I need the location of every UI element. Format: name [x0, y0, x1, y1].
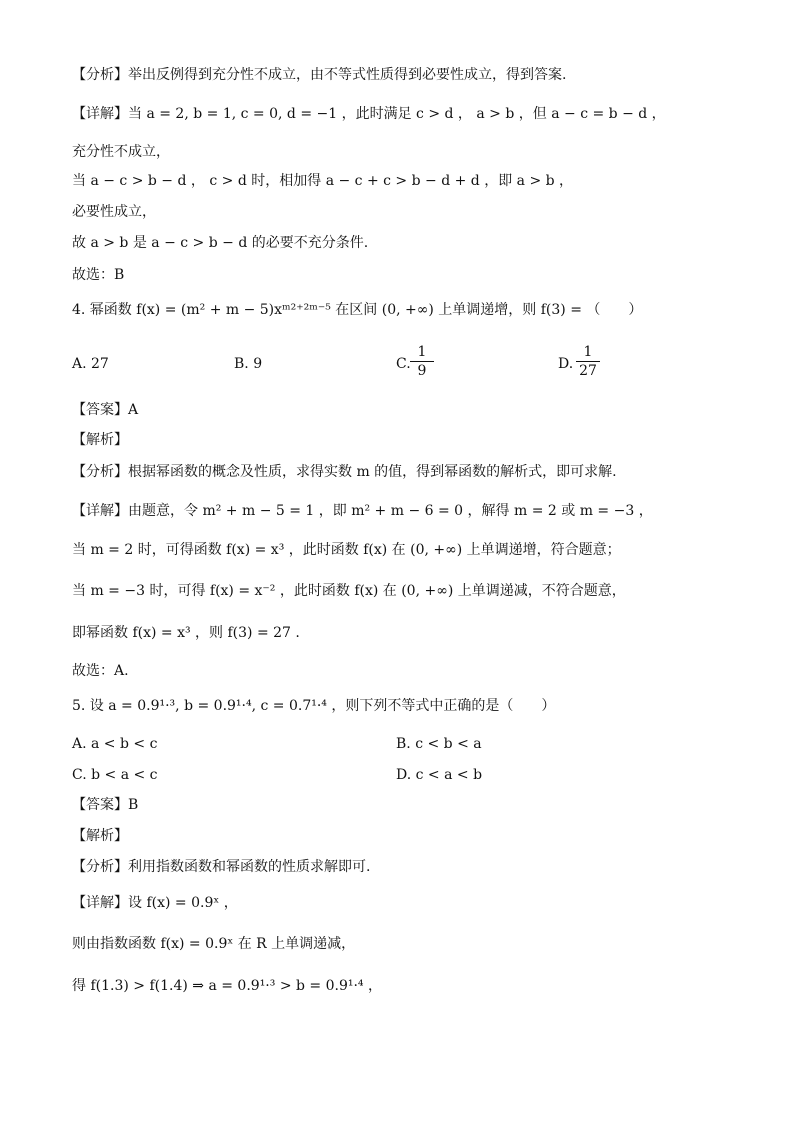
option-d-fraction-q4 [576, 343, 600, 380]
option-c-q5: C. b < a < c [72, 767, 158, 783]
option-a-q5: A. a < b < c [72, 736, 158, 752]
answer-q4: 【答案】A [72, 402, 139, 418]
text-line: 即幂函数 f(x) = x³ ，则 f(3) = 27 . [72, 625, 300, 641]
answer-choice-q3: 故选：B [72, 267, 125, 283]
text-line: 当 m = 2 时，可得函数 f(x) = x³ ，此时函数 f(x) 在 (0, +∞) 上单调递增，符合题意； [72, 542, 621, 558]
option-d-q5: D. c < a < b [396, 767, 483, 783]
question-4: 4. 幂函数 f(x) = (m² + m − 5)xᵐ²⁺²ᵐ⁻⁵ 在区间 (0, +∞) 上单调递增，则 f(3) = （ ） [72, 302, 643, 318]
analysis-q4: 【分析】根据幂函数的概念及性质，求得实数 m 的值，得到幂函数的解析式，即可求解. [72, 464, 617, 480]
text-line: 得 f(1.3) > f(1.4) ⇒ a = 0.9¹·³ > b = 0.9¹·⁴ ， [72, 978, 382, 994]
text-line: 则由指数函数 f(x) = 0.9ˣ 在 R 上单调递减， [72, 936, 356, 952]
denominator: 9 [417, 363, 427, 379]
detail-q4: 【详解】由题意，令 m² + m − 5 = 1 ，即 m² + m − 6 = 0 ，解得 m = 2 或 m = −3 ， [72, 503, 653, 519]
question-5: 5. 设 a = 0.9¹·³, b = 0.9¹·⁴, c = 0.7¹·⁴ ，则下列不等式中正确的是（ ） [72, 698, 556, 714]
answer-q5: 【答案】B [72, 797, 139, 813]
text-line: 必要性成立， [72, 204, 156, 220]
analysis-q5: 【分析】利用指数函数和幂函数的性质求解即可. [72, 859, 371, 875]
option-b-q5: B. c < b < a [396, 736, 482, 752]
text-line: 当 a − c > b − d ， c > d 时，相加得 a − c + c > b − d + d ，即 a > b ， [72, 173, 574, 189]
option-d-label-q4: D. [558, 356, 574, 372]
option-c-label-q4: C. [396, 356, 411, 372]
detail-q5: 【详解】设 f(x) = 0.9ˣ ， [72, 895, 238, 911]
section-heading: 【解析】 [72, 828, 128, 844]
option-b-q4: B. 9 [234, 356, 263, 372]
numerator: 1 [410, 343, 434, 362]
option-c-fraction-q4 [410, 343, 434, 380]
detail-q3: 【详解】当 a = 2, b = 1, c = 0, d = −1 ，此时满足 c > d ， a > b ，但 a − c = b − d ， [72, 106, 666, 122]
section-heading: 【解析】 [72, 432, 128, 448]
text-line: 当 m = −3 时，可得 f(x) = x⁻² ，此时函数 f(x) 在 (0, +∞) 上单调递减，不符合题意， [72, 583, 626, 599]
text-line: 充分性不成立， [72, 144, 170, 160]
denominator: 27 [579, 363, 597, 379]
option-a-q4: A. 27 [72, 356, 109, 372]
analysis-q3: 【分析】举出反例得到充分性不成立，由不等式性质得到必要性成立，得到答案. [72, 67, 567, 83]
text-line: 故 a > b 是 a − c > b − d 的必要不充分条件. [72, 235, 369, 251]
answer-choice-q4: 故选：A. [72, 663, 129, 679]
numerator: 1 [576, 343, 600, 362]
